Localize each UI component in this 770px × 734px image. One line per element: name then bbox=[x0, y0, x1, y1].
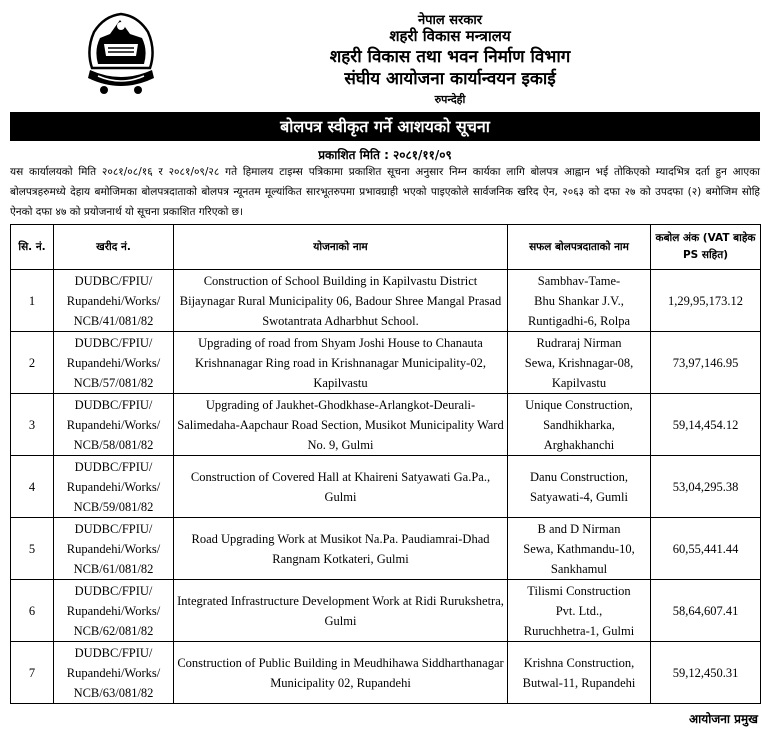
column-header-sn: सि. नं. bbox=[11, 225, 54, 270]
row-project-name: Integrated Infrastructure Development Work at Ridi Rurukshetra, Gulmi bbox=[174, 580, 508, 642]
row-bidder bbox=[508, 394, 651, 456]
bidder-text: Sambhav-Tame- Bhu Shankar J.V., Runtigadhi-6, Rolpa bbox=[527, 273, 631, 328]
unit-heading: संघीय आयोजना कार्यान्वयन इकाई bbox=[344, 69, 556, 89]
bidder-text: Rudraraj Nirman Sewa, Krishnagar-08, Kapilvastu bbox=[524, 335, 634, 390]
row-project-name: Upgrading of Jaukhet-Ghodkhase-Arlangkot-Deurali-Salimedaha-Aapchaur Road Section, Musikot Municipality Ward No. 9, Gulmi bbox=[174, 394, 508, 456]
row-project-name: Upgrading of road from Shyam Joshi House to Chanauta Krishnanagar Ring road in Krishnanagar Municipality-02, Kapilvastu bbox=[174, 332, 508, 394]
row-bidder bbox=[508, 642, 651, 704]
row-project-name: Road Upgrading Work at Musikot Na.Pa. Paudiamrai-Dhad Rangnam Kotkateri, Gulmi bbox=[174, 518, 508, 580]
bidder-text: Tilismi Construction Pvt. Ltd., Ruruchhetra-1, Gulmi bbox=[523, 583, 635, 638]
row-amount: 73,97,146.95 bbox=[651, 332, 761, 394]
signoff: आयोजना प्रमुख bbox=[688, 712, 758, 726]
table-header-row bbox=[11, 225, 761, 270]
row-amount: 59,12,450.31 bbox=[651, 642, 761, 704]
row-amount: 53,04,295.38 bbox=[651, 456, 761, 518]
intro-paragraph: यस कार्यालयको मिति २०८१/०८/१६ र २०८१/०९/२८ गते हिमालय टाइम्स पत्रिकामा प्रकाशित सूचना अनुसार निम्न कार्यका लागि बोलपत्र आह्वान भई तोकिएको म्यादभित्र दर्ता हुन आएका बोलपत्रहरुमध्ये देहाय बमोजिमका बोलपत्रदाताको बोलपत्र न्यूनतम मूल्यांकित सारभूतरुपमा प्रभावग्राही भएको पाइएकोले सार्वजनिक खरिद ऐन, २०६३ को दफा २७ को उपदफा (२) बमोजिम सोहि ऐनको दफा ४७ को प्रयोजनार्थ यो सूचना प्रकाशित गरिएको छ। bbox=[10, 166, 760, 218]
notice-title-banner: बोलपत्र स्वीकृत गर्ने आशयको सूचना bbox=[10, 112, 760, 141]
procurement-no-text: DUDBC/FPIU/ Rupandehi/Works/ NCB/62/081/82 bbox=[66, 583, 161, 638]
column-header-procurement-no: खरीद नं. bbox=[54, 225, 174, 270]
row-sn: 2 bbox=[11, 332, 54, 394]
row-amount: 1,29,95,173.12 bbox=[651, 270, 761, 332]
row-bidder bbox=[508, 456, 651, 518]
table-row bbox=[11, 456, 761, 518]
row-sn: 1 bbox=[11, 270, 54, 332]
row-sn: 7 bbox=[11, 642, 54, 704]
procurement-no-text: DUDBC/FPIU/ Rupandehi/Works/ NCB/57/081/82 bbox=[66, 335, 161, 390]
row-amount: 58,64,607.41 bbox=[651, 580, 761, 642]
procurement-no-text: DUDBC/FPIU/ Rupandehi/Works/ NCB/63/081/82 bbox=[66, 645, 161, 700]
row-sn: 3 bbox=[11, 394, 54, 456]
row-project-name: Construction of Covered Hall at Khaireni Satyawati Ga.Pa., Gulmi bbox=[174, 456, 508, 518]
row-procurement-no bbox=[54, 518, 174, 580]
table-row bbox=[11, 580, 761, 642]
nepal-government-emblem-icon bbox=[84, 10, 158, 100]
table-row bbox=[11, 332, 761, 394]
published-date: प्रकाशित मिति : २०८१/११/०९ bbox=[318, 148, 452, 162]
ministry-heading: शहरी विकास मन्त्रालय bbox=[389, 27, 511, 45]
procurement-no-text: DUDBC/FPIU/ Rupandehi/Works/ NCB/58/081/82 bbox=[66, 397, 161, 452]
row-bidder bbox=[508, 332, 651, 394]
column-header-bidder: सफल बोलपत्रदाताको नाम bbox=[508, 225, 651, 270]
bidder-text: Unique Construction, Sandhikharka, Arghakhanchi bbox=[525, 397, 633, 452]
row-project-name: Construction of Public Building in Meudhihawa Siddharthanagar Municipality 02, Rupandehi bbox=[174, 642, 508, 704]
row-procurement-no bbox=[54, 270, 174, 332]
bidder-text: Krishna Construction, Butwal-11, Rupandehi bbox=[522, 655, 636, 690]
table-row bbox=[11, 518, 761, 580]
row-bidder bbox=[508, 518, 651, 580]
department-heading: शहरी विकास तथा भवन निर्माण विभाग bbox=[329, 47, 571, 67]
row-sn: 6 bbox=[11, 580, 54, 642]
government-heading: नेपाल सरकार bbox=[417, 13, 483, 28]
row-procurement-no bbox=[54, 580, 174, 642]
table-row bbox=[11, 270, 761, 332]
column-header-project-name: योजनाको नाम bbox=[174, 225, 508, 270]
row-project-name: Construction of School Building in Kapilvastu District Bijaynagar Rural Municipality 06, Badour Shree Mangal Prasad Swotantrata Adharbhut School. bbox=[174, 270, 508, 332]
table-row bbox=[11, 642, 761, 704]
row-amount: 59,14,454.12 bbox=[651, 394, 761, 456]
column-header-amount: कबोल अंक (VAT बाहेक PS सहित) bbox=[651, 225, 761, 270]
row-procurement-no bbox=[54, 642, 174, 704]
procurement-no-text: DUDBC/FPIU/ Rupandehi/Works/ NCB/41/081/82 bbox=[66, 273, 161, 328]
row-amount: 60,55,441.44 bbox=[651, 518, 761, 580]
table-row bbox=[11, 394, 761, 456]
row-bidder bbox=[508, 270, 651, 332]
row-procurement-no bbox=[54, 394, 174, 456]
bidder-text: Danu Construction, Satyawati-4, Gumli bbox=[530, 469, 628, 504]
row-sn: 4 bbox=[11, 456, 54, 518]
procurement-no-text: DUDBC/FPIU/ Rupandehi/Works/ NCB/61/081/82 bbox=[66, 521, 161, 576]
row-sn: 5 bbox=[11, 518, 54, 580]
bidder-text: B and D Nirman Sewa, Kathmandu-10, Sankhamul bbox=[523, 521, 635, 576]
location-heading: रुपन्देही bbox=[434, 93, 466, 106]
row-procurement-no bbox=[54, 332, 174, 394]
procurement-no-text: DUDBC/FPIU/ Rupandehi/Works/ NCB/59/081/82 bbox=[66, 459, 161, 514]
row-bidder bbox=[508, 580, 651, 642]
bid-results-table bbox=[10, 224, 761, 704]
row-procurement-no bbox=[54, 456, 174, 518]
